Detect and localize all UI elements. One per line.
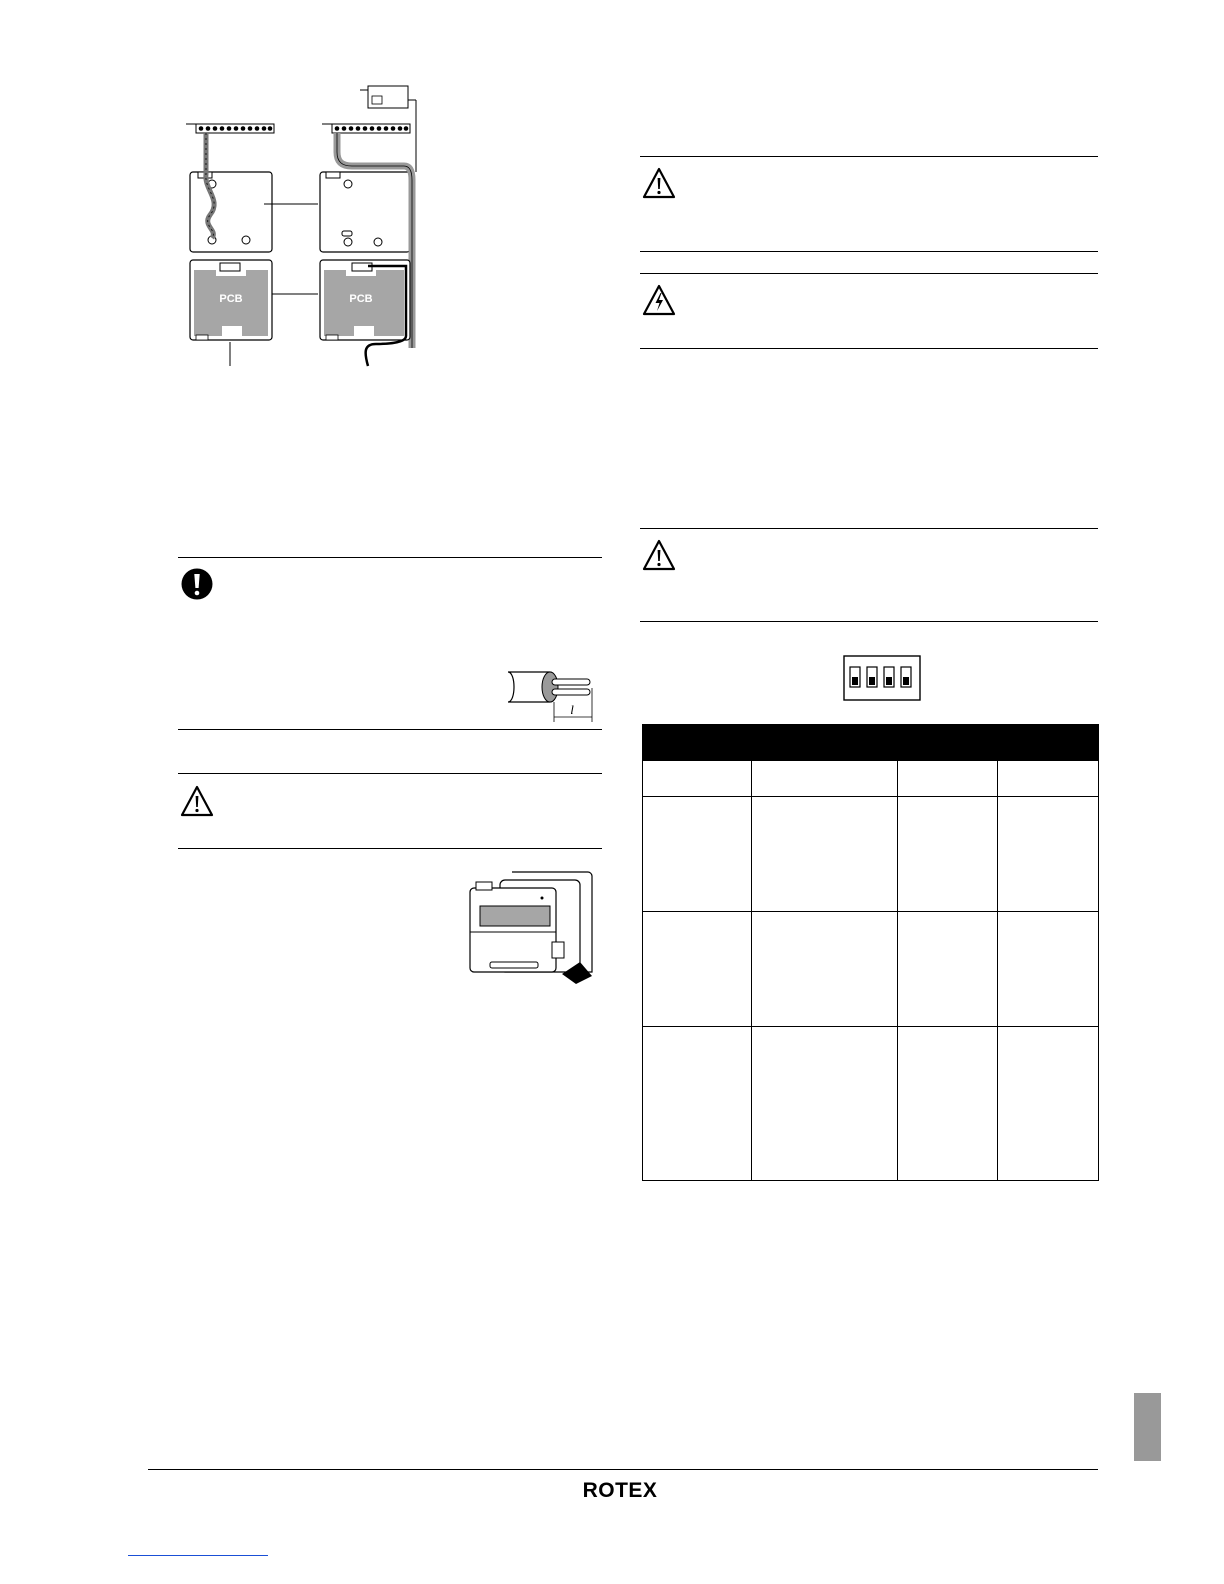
strip-length-symbol: l bbox=[570, 702, 574, 717]
table-row bbox=[642, 796, 1099, 797]
terminal-strip-left bbox=[186, 124, 274, 133]
housing-right-back bbox=[320, 172, 410, 252]
warning-triangle-icon bbox=[642, 167, 676, 199]
electric-hazard-icon bbox=[642, 284, 676, 316]
warning-box-top-rule bbox=[178, 773, 602, 774]
brand-logo: ROTEX bbox=[582, 1479, 658, 1502]
section-tab-marker bbox=[1134, 1393, 1161, 1461]
wiring-diagram bbox=[180, 80, 440, 370]
dip-switch-2 bbox=[867, 667, 877, 687]
pcb-label-left: PCB bbox=[219, 293, 243, 305]
footer-rule bbox=[148, 1469, 1098, 1470]
dip-switch-1 bbox=[850, 667, 860, 687]
table-row bbox=[642, 911, 1099, 912]
dip-switch-4 bbox=[901, 667, 911, 687]
table-header bbox=[642, 724, 1099, 761]
remote-controller-figure bbox=[466, 866, 602, 990]
exclamation-circle-icon bbox=[180, 567, 214, 601]
electric-box-top-rule bbox=[640, 273, 1098, 274]
cable-strip-figure bbox=[506, 668, 602, 724]
warning-triangle-icon bbox=[180, 785, 214, 817]
terminal-strip-right bbox=[322, 124, 410, 133]
table-row bbox=[642, 1180, 1099, 1181]
electric-box-bottom-rule bbox=[640, 348, 1098, 349]
table-row bbox=[642, 1026, 1099, 1027]
warning-box-1-bottom-rule bbox=[640, 251, 1098, 252]
pcb-label-right: PCB bbox=[349, 293, 373, 305]
dip-switch-figure bbox=[843, 655, 921, 701]
warning-box-2-top-rule bbox=[640, 528, 1098, 529]
housing-left-back bbox=[190, 172, 272, 252]
notice-box-top-rule bbox=[178, 557, 602, 558]
warning-box-1-top-rule bbox=[640, 156, 1098, 157]
warning-triangle-icon bbox=[642, 539, 676, 571]
dip-switch-3 bbox=[884, 667, 894, 687]
warning-box-2-bottom-rule bbox=[640, 621, 1098, 622]
link-underline bbox=[128, 1555, 268, 1556]
warning-box-bottom-rule bbox=[178, 848, 602, 849]
notice-box-bottom-rule bbox=[178, 729, 602, 730]
